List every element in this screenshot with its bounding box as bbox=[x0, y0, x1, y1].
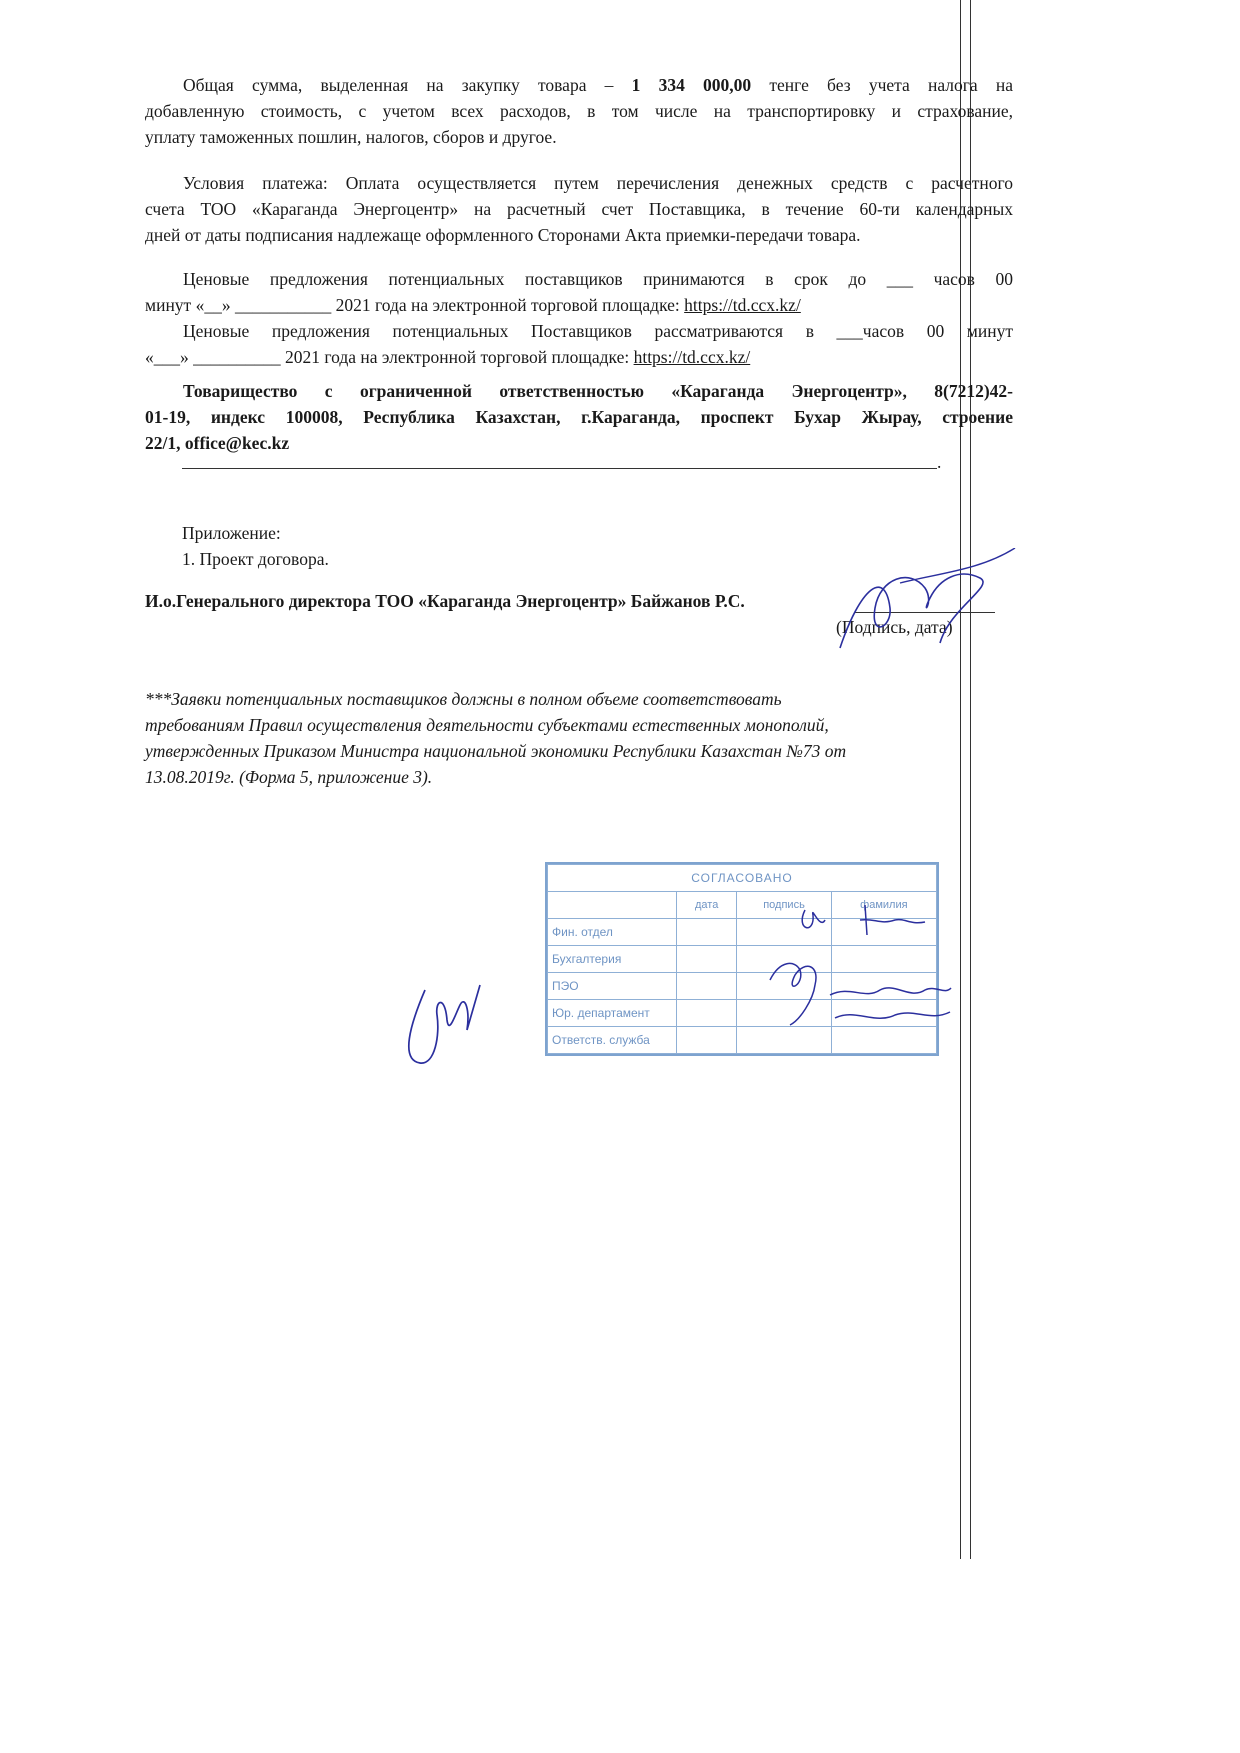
stamp-row-label: Ответств. служба bbox=[548, 1027, 677, 1054]
trading-platform-link[interactable]: https://td.ccx.kz/ bbox=[684, 295, 801, 315]
stamp-row-label: Фин. отдел bbox=[548, 919, 677, 946]
stamp-row-label: ПЭО bbox=[548, 973, 677, 1000]
company-details: Товарищество с ограниченной ответственностью «Караганда Энергоцентр», 8(7212)42- 01-19, индекс 100008, Республика Казахстан, г.Караганда, проспект Бухар Жырау, строение 22/1, office@kec.kz bbox=[145, 381, 1013, 453]
stamp-row-label: Юр. департамент bbox=[548, 1000, 677, 1027]
stamp-col-signature: подпись bbox=[737, 892, 831, 919]
requirements-note: ***Заявки потенциальных поставщиков должны в полном объеме соответствовать требованиям Правил осуществления деятельности субъектами естественных монополий, утвержденных Приказом Министра национальной экономики Республики Казахстан №73 от 13.08.2019г. (Форма 5, приложение 3). bbox=[145, 689, 847, 787]
document-page: Общая сумма, выделенная на закупку товара – 1 334 000,00 тенге без учета налога на добавленную стоимость, с учетом всех расходов, в том числе на транспортировку и страхование, уплату таможенных пошлин, налогов, сборов и другое. Условия платежа: Оплата осуществляется путем перечисления денежных средств с расчетного счета ТОО «Караганда Энергоцентр» на расчетный счет Поставщика, в течение 60-ти календарных дней от даты подписания надлежаще оформленного Сторонами Акта приемки-передачи товара. Ценовые предложения потенциальных поставщиков принимаются в срок до ___ часов 00 минут «__» ___________ 2021 года на электронной торговой площадке: https://td.ccx.kz/ Ценовые предложения потенциальных Поставщиков рассматриваются в ___часов 00 минут «___» __________ 2021 года на электронной торговой площадке: https://td.ccx.kz/ Товарищество с ограниченной ответственностью «Караганда Энергоцентр», 8(7212)42- 01-19, индекс 100008, Республика Казахстан, г.Караганда, проспект Бухар Жырау, строение 22/1, office@kec.kz . Приложение: 1. Проект договора. И.о.Генерального директора ТОО «Караганда Энергоцентр» Байжанов Р.С. (Подпись, дата) ***Заявки потенциальных поставщиков должны в полном объеме соответствовать требованиям Правил осуществления деятельности субъектами естественных монополий, утвержденных Приказом Министра национальной экономики Республики Казахстан №73 от 13.08.2019г. (Форма 5, приложение 3). СОГЛАСОВАНО дата подпись фамилия Фин. отдел Бухгалтерия ПЭО Юр. департамент Ответств. служба bbox=[0, 0, 1103, 1559]
stamp-col-surname: фамилия bbox=[831, 892, 936, 919]
attachment-block bbox=[182, 520, 582, 572]
signatory-line: И.о.Генерального директора ТОО «Караганда Энергоцентр» Байжанов Р.С. bbox=[145, 591, 745, 611]
initials-signature bbox=[395, 975, 490, 1075]
stamp-title: СОГЛАСОВАНО bbox=[548, 865, 937, 892]
signature-caption: (Подпись, дата) bbox=[836, 617, 953, 637]
attachment-item: 1. Проект договора. bbox=[182, 549, 329, 569]
trading-platform-link[interactable]: https://td.ccx.kz/ bbox=[633, 347, 751, 367]
blank-fill-line bbox=[182, 468, 937, 469]
payment-terms-paragraph: Условия платежа: Оплата осуществляется путем перечисления денежных средств с расчетного счета ТОО «Караганда Энергоцентр» на расчетный счет Поставщика, в течение 60-ти календарных дней от даты подписания надлежаще оформленного Сторонами Акта приемки-передачи товара. bbox=[145, 173, 1013, 245]
stamp-signatures bbox=[755, 890, 955, 1040]
total-amount-paragraph: Общая сумма, выделенная на закупку товара – 1 334 000,00 тенге без учета налога на добавленную стоимость, с учетом всех расходов, в том числе на транспортировку и страхование, уплату таможенных пошлин, налогов, сборов и другое. bbox=[145, 75, 1014, 147]
total-amount: 1 334 000,00 bbox=[631, 75, 752, 95]
attachment-label: Приложение: bbox=[182, 523, 281, 543]
price-offers-paragraph: Ценовые предложения потенциальных поставщиков принимаются в срок до ___ часов 00 минут «__» ___________ 2021 года на электронной торговой площадке: https://td.ccx.kz/ Ценовые предложения потенциальных Поставщиков рассматриваются в ___часов 00 минут «___» __________ 2021 года на электронной торговой площадке: https://td.ccx.kz/ bbox=[145, 269, 1013, 367]
stamp-col-date: дата bbox=[677, 892, 737, 919]
stamp-row-label: Бухгалтерия bbox=[548, 946, 677, 973]
director-signature bbox=[830, 548, 1020, 658]
